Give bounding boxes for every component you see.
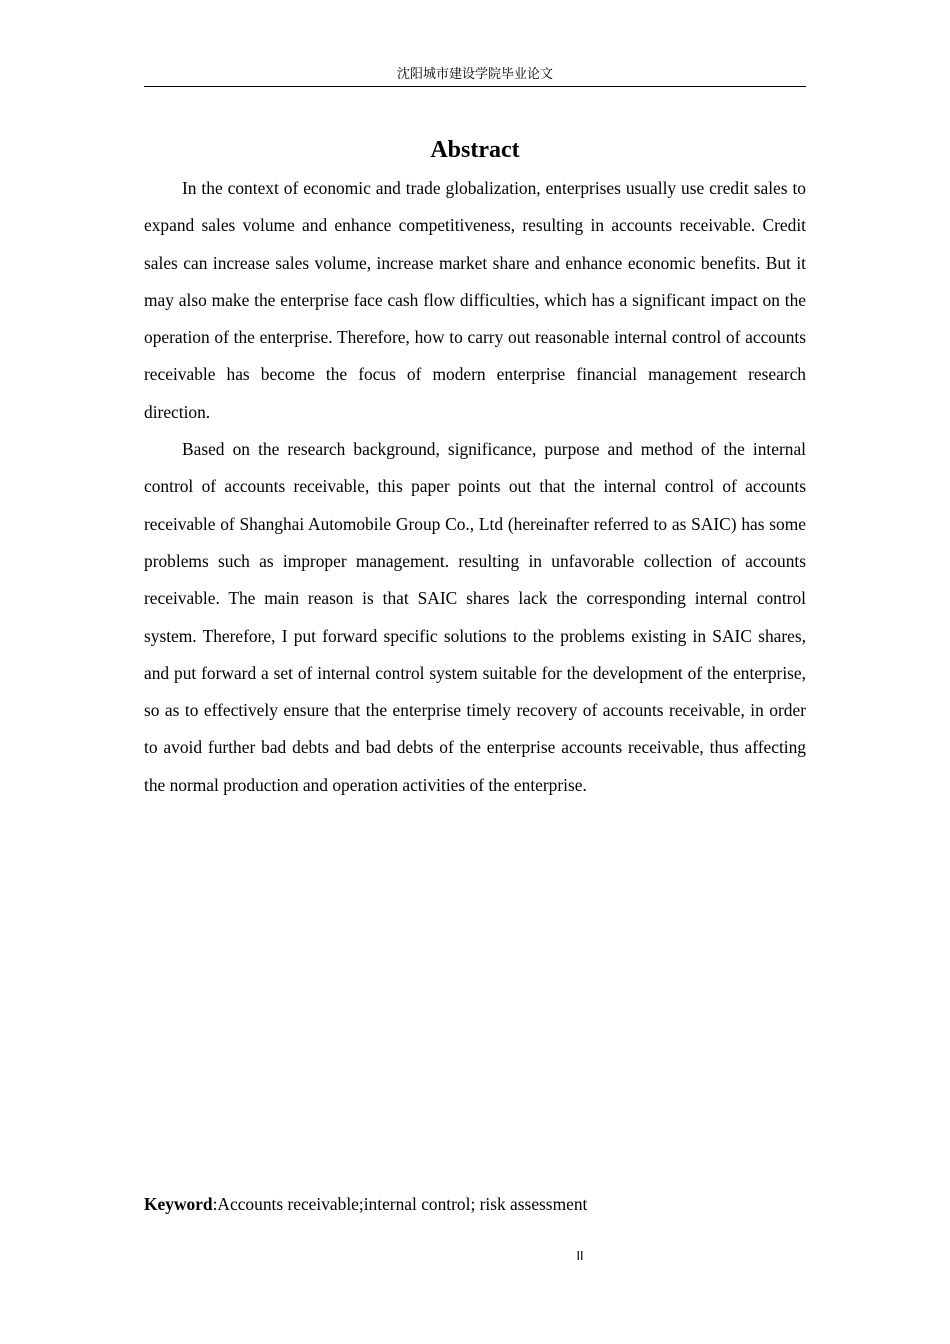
- abstract-heading: Abstract: [430, 137, 520, 163]
- keywords-line: [144, 1189, 806, 1219]
- running-header: 沈阳城市建设学院毕业论文: [396, 67, 553, 82]
- page-number: II: [576, 1249, 584, 1263]
- abstract-body: [144, 170, 806, 804]
- keywords-text: :Accounts receivable;internal control; risk assessment: [212, 1194, 588, 1214]
- abstract-paragraph-1: In the context of economic and trade globalization, enterprises usually use credit sales to expand sales volume and enhance competitiveness, resulting in accounts receivable. Credit sales can increase sales volume, increase market share and enhance economic benefits. But it may also make the enterprise face cash flow difficulties, which has a significant impact on the operation of the enterprise. Therefore, how to carry out reasonable internal control of accounts receivable has become the focus of modern enterprise financial management research direction.: [144, 178, 806, 422]
- abstract-paragraph-2: Based on the research background, significance, purpose and method of the internal control of accounts receivable, this paper points out that the internal control of accounts receivable of Shanghai Automobile Group Co., Ltd (hereinafter referred to as SAIC) has some problems such as improper management. resulting in unfavorable collection of accounts receivable. The main reason is that SAIC shares lack the corresponding internal control system. Therefore, I put forward specific solutions to the problems existing in SAIC shares, and put forward a set of internal control system suitable for the development of the enterprise, so as to effectively ensure that the enterprise timely recovery of accounts receivable, in order to avoid further bad debts and bad debts of the enterprise accounts receivable, thus affecting the normal production and operation activities of the enterprise.: [144, 439, 806, 795]
- keywords-label: Keyword: [144, 1194, 213, 1214]
- header-rule: [144, 86, 806, 87]
